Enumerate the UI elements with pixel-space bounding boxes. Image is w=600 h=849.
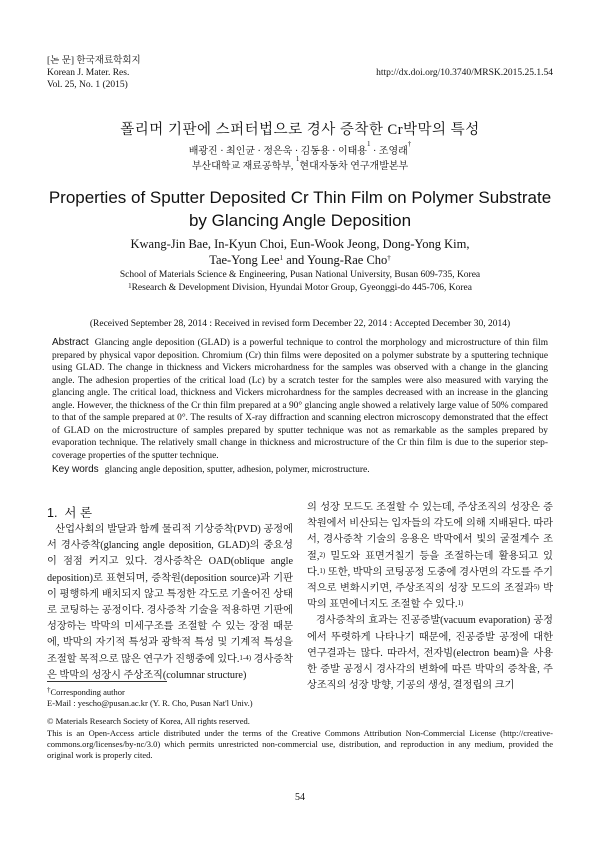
author-email[interactable]: E-Mail : yescho@pusan.ac.kr (Y. R. Cho, Pusan Nat'l Univ.) [47, 698, 253, 708]
footnote-divider [47, 681, 167, 682]
abstract [52, 337, 548, 462]
copyright-notice: © Materials Research Society of Korea, All rights reserved. [47, 716, 250, 726]
corresponding-author: †Corresponding author [47, 686, 125, 697]
title-english: Properties of Sputter Deposited Cr Thin Film on Polymer Substrate by Glancing Angle Deposition [48, 188, 552, 230]
title-korean: 폴리머 기판에 스퍼터법으로 경사 증착한 Cr박막의 특성 [120, 122, 480, 138]
page-number: 54 [295, 792, 305, 803]
journal-volume: Vol. 25, No. 1 (2015) [47, 80, 128, 90]
journal-name-en: Korean J. Mater. Res. [47, 68, 130, 78]
affiliation-korean: 부산대학교 재료공학부, $^1$현대자동차 연구개발본부 [191, 155, 409, 172]
doi-link[interactable]: http://dx.doi.org/10.3740/MRSK.2015.25.1.54 [376, 68, 553, 78]
abstract-label: Abstract [52, 337, 89, 348]
journal-name-ko: [논 문] 한국재료학회지 [47, 56, 141, 66]
keywords-text: glancing angle deposition, sputter, adhesion, polymer, microstructure. [104, 465, 370, 475]
keywords [52, 464, 548, 475]
body-left-column: 산업사회의 발달과 함께 물리적 기상증착(PVD) 공정에서 경사증착(glancing angle deposition, GLAD)의 중요성이 점점 커지고 있다. 경사증착은 OAD(oblique angle deposition)로 표현되며, 증착원(deposition source)과 기판이 평행하게 배치되지 않고 특정한 각도로 기울어진 상태로 코팅하는 공정이다. 경사증착 기술을 적용하면 기판에 성장하는 박막의 미세구조를 조절할 수 있는 장점 때문에, 박막의 자기적 특성과 광학적 특성 및 기계적 특성을 조절할 목적으로 많은 연구가 진행중에 있다.$^{1-4)}$ 경사증착은 박막의 성장시 주상조직(columnar structure) [47, 524, 294, 681]
affiliation-english: School of Materials Science & Engineering, Pusan National University, Busan 609-735, Korea $^1$Research & Development Division, Hyundai Motor Group, Gyeonggi-do 445-706, Korea [119, 270, 481, 293]
keywords-label: Key words [52, 464, 99, 475]
abstract-text: Glancing angle deposition (GLAD) is a powerful technique to control the morphology and microstructure of thin film prepared by physical vapor deposition. Chromium (Cr) thin films were deposited on a polymer substrate by a sputtering technique using GLAD. The change in thickness and Vickers microhardness for the samples was observed with a change in the glancing angle. The adhesion properties of the critical load (Lc) by a scratch tester for the samples were also measured with varying the glancing angle. The critical load, thickness and Vickers microhardness for the samples decreased with an increase in the glancing angle. However, the thickness of the Cr thin film prepared at a 90° glancing angle showed a relatively large value of 50% compared to that of the sample prepared at 0°. The results of X-ray diffraction and scanning electron microscopy demonstrated that the effect of GLAD on the microstructure of samples prepared by sputter technique was not as remarkable as the samples prepared by evaporation technique. The relatively small change in thickness and microstructure of the Cr thin film is due to the superior step-coverage properties of the sputter technique. [52, 338, 548, 461]
journal-info [47, 55, 141, 91]
section-heading: 1. 서 론 [47, 506, 93, 520]
authors-korean: 배광진 · 최인균 · 정은욱 · 김동용 · 이태용$^1$ · 조영래† [188, 140, 412, 157]
authors-english: Kwang-Jin Bae, In-Kyun Choi, Eun-Wook Jeong, Dong-Yong Kim, Tae-Yong Lee$^1$ and Young-Rae Cho† [130, 237, 470, 267]
body-right-column: 의 성장 모드도 조절할 수 있는데, 주상조직의 성장은 증착원에서 비산되는 입자들의 각도에 의해 지배된다. 따라서, 경사증착 기술의 응용은 박막에서 빛의 굴절계수 조절,$^{2)}$ 밀도와 표면거칠기 등을 조절하는데 활용되고 있다.$^{1)}$ 또한, 박막의 코팅공정 도중에 경사면의 각도를 주기적으로 변화시키면, 주상조직의 성장 모드의 조절과$^{5)}$ 박막의 표면에너지도 조절할 수 있다.$^{1)}$ 경사증착의 효과는 진공증발(vacuum evaporation) 공정에서 뚜렷하게 나타나기 때문에, 진공증발 공정에 대한 연구결과는 많다. 따라서, 전자빔(electron beam)을 사용한 증발 공정시 경사각의 변화에 따른 박막의 증착율, 주상조직의 성장 방향, 기공의 생성, 결정립의 크기 [307, 502, 553, 692]
license-notice: This is an Open-Access article distributed under the terms of the Creative Commons Attribution Non-Commercial License (http://creative-commons.org/licenses/by-nc/3.0) which permits unrestricted non-commercial use, distribution, and reproduction in any medium, provided the original work is properly cited. [47, 728, 553, 760]
received-dates: (Received September 28, 2014 : Received in revised form December 22, 2014 : Accepted December 30, 2014) [89, 319, 511, 329]
